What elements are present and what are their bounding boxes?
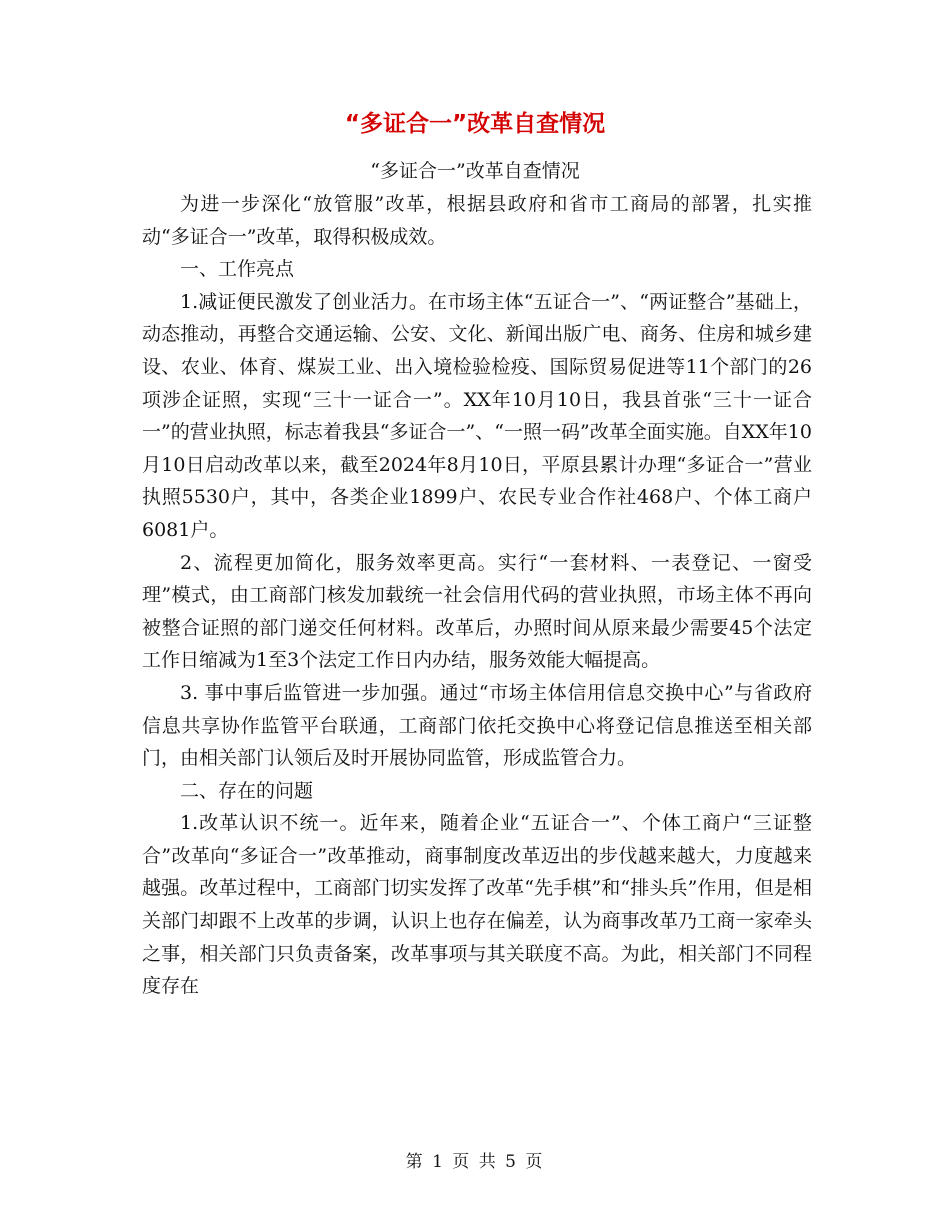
document-body [142,188,812,1003]
document-subtitle: “多证合一”改革自查情况 [370,160,580,182]
section-heading-problems: 二、存在的问题 [180,779,314,802]
paragraph-highlight-1: 1.减证便民激发了创业活力。在市场主体“五证合一”、“两证整合”基础上，动态推动，再整合交通运输、公安、文化、新闻出版广电、商务、住房和城乡建设、农业、体育、煤炭工业、出入境检验检疫、国际贸易促进等11个部门的26项涉企证照，实现“三十一证合一”。XX年10月10日，我县首张“三十一证合一”的营业执照，标志着我县“多证合一”、“一照一码”改革全面实施。自XX年10月10日启动改革以来，截至2024年8月10日，平原县累计办理“多证合一”营业执照5530户，其中，各类企业1899户、农民专业合作社468户、个体工商户6081户。 [142,290,812,541]
section-heading-highlights: 一、工作亮点 [180,258,295,281]
paragraph-highlight-3: 3. 事中事后监管进一步加强。通过“市场主体信用信息交换中心”与省政府信息共享协作监管平台联通，工商部门依托交换中心将登记信息推送至相关部门，由相关部门认领后及时开展协同监管，形成监管合力。 [142,681,812,770]
paragraph-highlight-2: 2、流程更加简化，服务效率更高。实行“一套材料、一表登记、一窗受理”模式，由工商部门核发加载统一社会信用代码的营业执照，市场主体不再向被整合证照的部门递交任何材料。改革后，办照时间从原来最少需要45个法定工作日缩减为1至3个法定工作日内办结，服务效能大幅提高。 [142,551,812,672]
document-title: “多证合一”改革自查情况 [344,111,606,137]
intro-paragraph: 为进一步深化“放管服”改革，根据县政府和省市工商局的部署，扎实推动“多证合一”改革，取得积极成效。 [142,193,812,248]
page-footer: 第 1 页 共 5 页 [405,1152,545,1172]
paragraph-problem-1: 1.改革认识不统一。近年来，随着企业“五证合一”、个体工商户“三证整合”改革向“多证合一”改革推动，商事制度改革迈出的步伐越来越大，力度越来越强。改革过程中，工商部门切实发挥了改革“先手棋”和“排头兵”作用，但是相关部门却跟不上改革的步调，认识上也存在偏差，认为商事改革乃工商一家牵头之事，相关部门只负责备案，改革事项与其关联度不高。为此，相关部门不同程度存在 [142,812,812,998]
